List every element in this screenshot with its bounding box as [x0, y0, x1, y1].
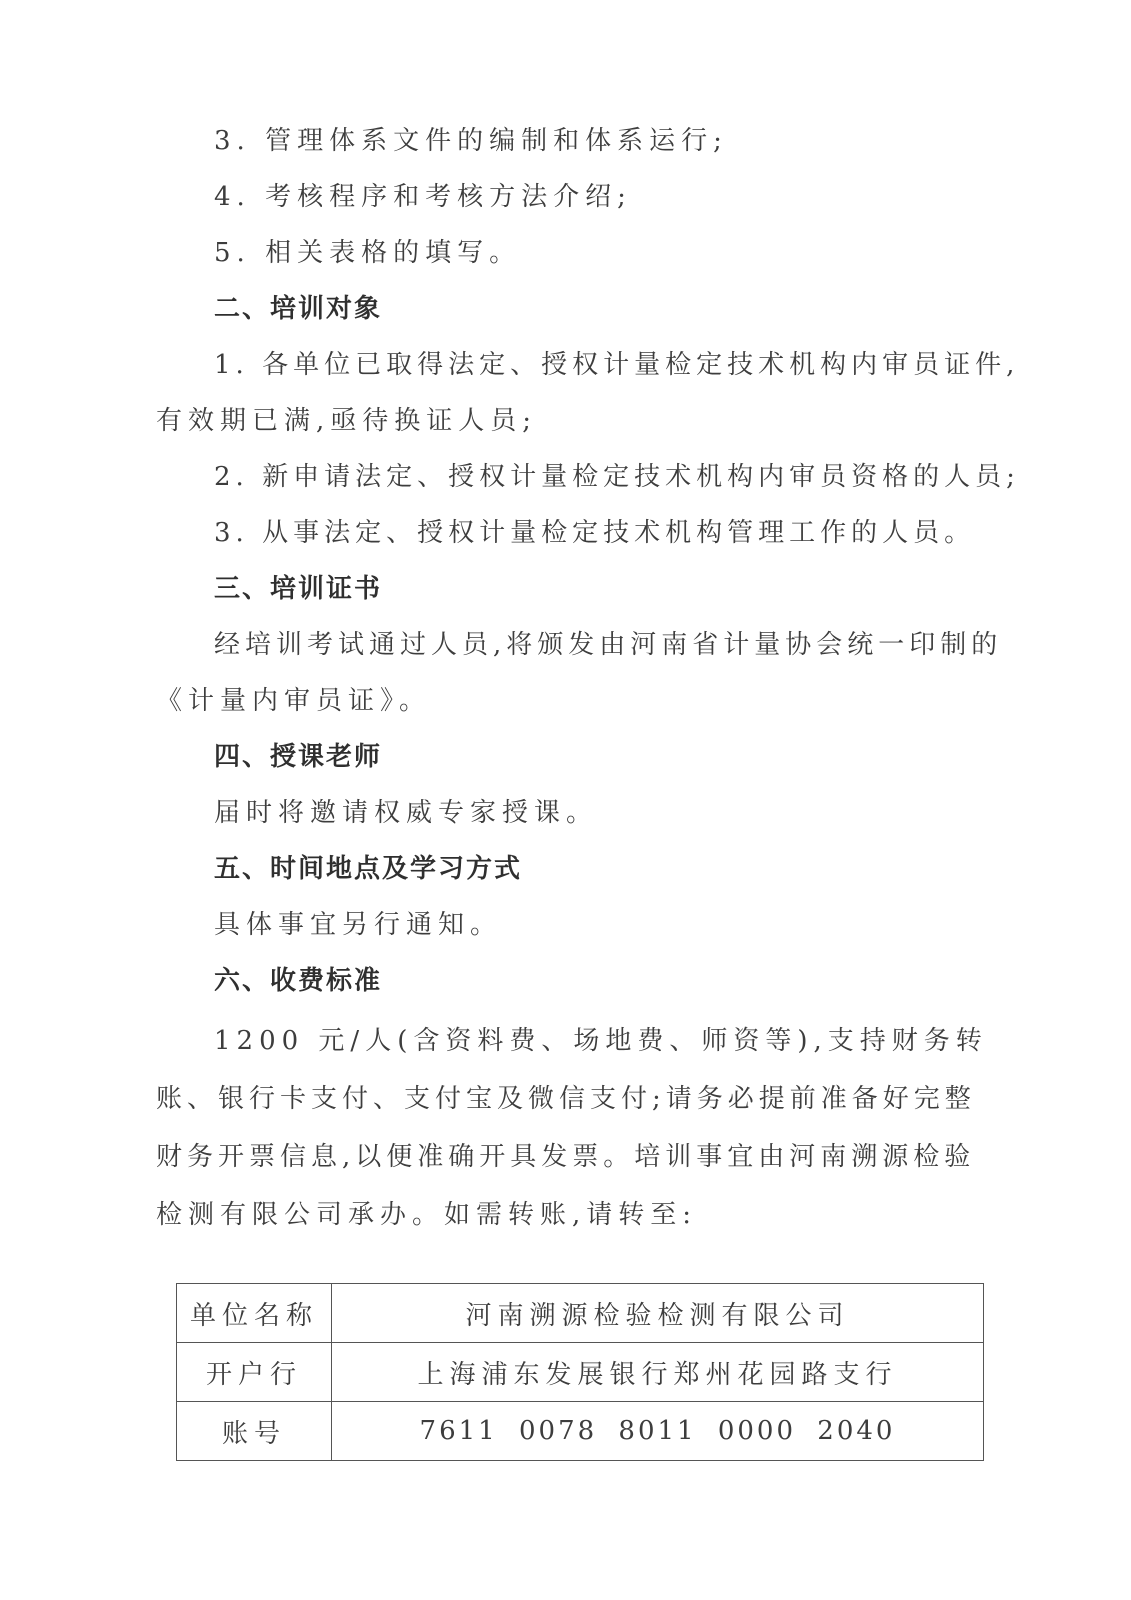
teacher-text: 届时将邀请权威专家授课。 — [214, 798, 599, 828]
teacher-heading: 四、授课老师 — [214, 742, 383, 772]
time-heading: 五、时间地点及学习方式 — [214, 854, 523, 884]
fee-heading: 六、收费标准 — [214, 966, 383, 996]
bank-account-table — [176, 1283, 984, 1461]
bank-label-unit-name: 单位名称 — [177, 1284, 332, 1343]
bank-label-bank: 开户行 — [177, 1343, 332, 1402]
fee-line-2: 账、银行卡支付、支付宝及微信支付;请务必提前准备好完整 — [156, 1084, 976, 1114]
bank-label-account: 账号 — [177, 1402, 332, 1461]
target-item-3: 3. 从事法定、授权计量检定技术机构管理工作的人员。 — [214, 518, 976, 548]
content-item-5: 5. 相关表格的填写。 — [214, 238, 522, 268]
bank-value-account: 7611 0078 8011 0000 2040 — [332, 1402, 984, 1461]
target-item-1: 1. 各单位已取得法定、授权计量检定技术机构内审员证件, — [214, 350, 1020, 380]
target-item-1-cont: 有效期已满,亟待换证人员; — [156, 406, 538, 436]
bank-value-unit-name: 河南溯源检验检测有限公司 — [332, 1284, 984, 1343]
certificate-line-2: 《计量内审员证》。 — [156, 686, 432, 716]
table-row — [177, 1343, 984, 1402]
bank-value-bank: 上海浦东发展银行郑州花园路支行 — [332, 1343, 984, 1402]
time-text: 具体事宜另行通知。 — [214, 910, 503, 940]
table-row — [177, 1402, 984, 1461]
target-heading: 二、培训对象 — [214, 294, 383, 324]
fee-line-3: 财务开票信息,以便准确开具发票。培训事宜由河南溯源检验 — [156, 1142, 976, 1172]
fee-line-4: 检测有限公司承办。如需转账,请转至: — [156, 1200, 698, 1230]
content-item-3: 3. 管理体系文件的编制和体系运行; — [214, 126, 728, 156]
target-item-2: 2. 新申请法定、授权计量检定技术机构内审员资格的人员; — [214, 462, 1020, 492]
certificate-heading: 三、培训证书 — [214, 574, 383, 604]
content-item-4: 4. 考核程序和考核方法介绍; — [214, 182, 632, 212]
fee-line-1: 1200 元/人(含资料费、场地费、师资等),支持财务转 — [214, 1026, 988, 1056]
table-row — [177, 1284, 984, 1343]
certificate-line-1: 经培训考试通过人员,将颁发由河南省计量协会统一印制的 — [214, 630, 1003, 660]
